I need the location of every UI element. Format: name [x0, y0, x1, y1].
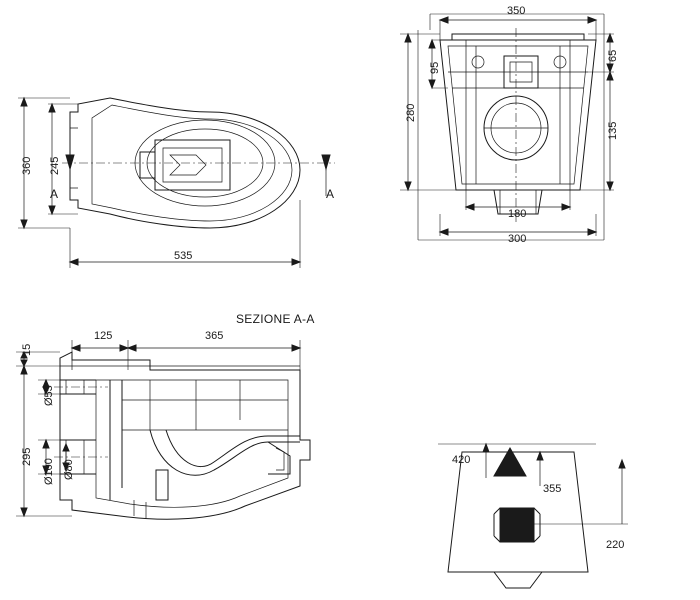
dim-label-dia100: Ø100	[43, 458, 55, 485]
section-mark-left: A	[50, 187, 59, 201]
front-view-geometry	[400, 14, 614, 240]
dim-label-365: 365	[205, 330, 224, 342]
dim-label-535: 535	[174, 250, 193, 262]
dim-label-135: 135	[607, 121, 619, 140]
section-view-geometry	[16, 340, 310, 519]
dim-label-295: 295	[21, 447, 33, 466]
dim-label-65: 65	[607, 49, 619, 62]
top-view-geometry	[18, 98, 335, 268]
section-title: SEZIONE A-A	[236, 312, 315, 326]
dim-label-95: 95	[429, 61, 441, 74]
dim-label-355: 355	[543, 483, 562, 495]
dim-label-dia80: Ø80	[63, 459, 75, 480]
dim-label-300: 300	[508, 233, 527, 245]
dim-label-125: 125	[94, 330, 113, 342]
dim-label-dia55: Ø55	[43, 385, 55, 406]
dim-label-220: 220	[606, 539, 625, 551]
dim-label-245: 245	[49, 156, 61, 175]
section-mark-right: A	[326, 187, 335, 201]
dim-label-15: 15	[21, 343, 33, 356]
dim-label-280: 280	[405, 103, 417, 122]
dim-label-180: 180	[508, 208, 527, 220]
dim-label-360: 360	[21, 156, 33, 175]
dim-label-420: 420	[452, 454, 471, 466]
dim-label-350: 350	[507, 5, 526, 17]
